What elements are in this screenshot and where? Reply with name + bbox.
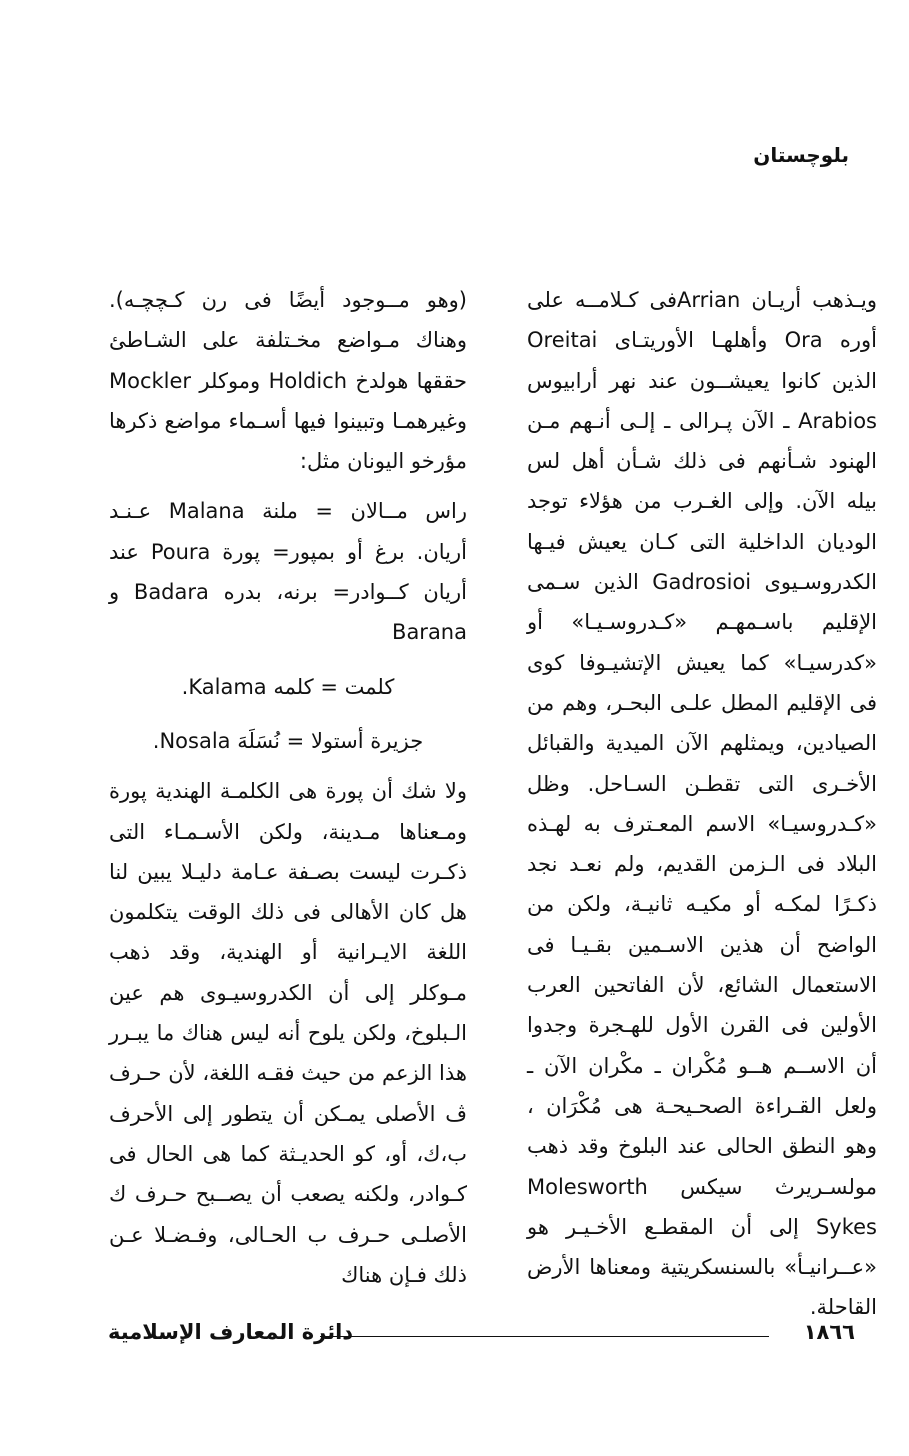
right-text-column xyxy=(527,280,877,1328)
place-name-line: جزيرة أستولا = نُسَلَهَ Nosala. xyxy=(152,728,424,753)
place-name-line: كلمت = كلمه Kalama. xyxy=(181,674,395,699)
place-names-paragraph: راس مــالان = ملنة Malana عـنـد أريان. برغ أو بمپور= پورة Poura عند أريان كــوادر= برنه، بدره Badara و Barana xyxy=(109,499,467,645)
left-text-column xyxy=(109,280,467,1295)
footer-rule xyxy=(320,1336,769,1337)
page-footer xyxy=(108,1320,855,1350)
publication-title: دائرة المعارف الإسلامية xyxy=(108,1320,354,1344)
running-head: بلوچستان xyxy=(753,143,849,167)
page-number: ١٨٦٦ xyxy=(803,1320,855,1344)
body-paragraph: (وهو مــوجود أيضًا فى رن كـچچـه). وهناك مـواضع مخـتلفة على الشـاطئ حققها هولدخ Holdich وموكلر Mockler وغيرهمـا وتبينوا فيها أسـماء مواضع ذكرها مؤرخو اليونان مثل: xyxy=(109,288,467,474)
body-paragraph: ولا شك أن پورة هى الكلمـة الهندية پورة ومـعناها مـدينة، ولكن الأسـمـاء التى ذكـرت ليست بصـفة عـامة دليـلا يبين لنا هل كان الأهالى فى ذلك الوقت يتكلمون اللغة الايـرانية أو الهندية، وقد ذهب مـوكلر إلى أن الكدروسيـوى هم عين الـبلوخ، ولكن يلوح أنه ليس هناك ما يبـرر هذا الزعم من حيث فقـه اللغة، لأن حـرف ڤ الأصلى يمـكن أن يتطور إلى الأحرف ب،ك، أو، كو الحديـثة كما هى الحال فى كـوادر، ولكنه يصعب أن يصــبح حـرف ك الأصلـى حـرف ب الحـالى، وفـضـلا عـن ذلك فـإن هناك xyxy=(109,779,467,1287)
body-paragraph: ويـذهب أريـان Arrianفى كـلامــه على أوره Ora وأهلهـا الأوريتـاى Oreitai الذين كانوا يعيشــون عند نهر أرابيوس Arabios ـ الآن پـرالى ـ إلـى أنـهم مـن الهنود شـأنهم فى ذلك شـأن أهل لس بيله الآن. وإلى الغـرب من هؤلاء توجد الوديان الداخلية التى كـان يعيش فيـها الكدروسـيوى Gadrosioi الذين سـمى الإقليم باسـمهـم «كـدروسـيـا» أو «كدرسيـا» كما يعيش الإتشيـوفا كوى فى الإقليم المطل علـى البحـر، وهم من الصيادين، ويمثلهم الآن الميدية والقبائل الأخـرى التى تقطـن السـاحل. وظل «كـدروسيـا» الاسم المعـترف به لهـذه البلاد فى الـزمن القديم، ولم نعـد نجد ذكـرًا لمكـه أو مكيـه ثانيـة، ولكن من الواضح أن هذين الاسـمين بقـيـا فى الاستعمال الشائع، لأن الفاتحين العرب الأولين فى القرن الأول للهـجرة وجدوا أن الاســم هــو مُكْران ـ مكْران الآن ـ ولعل القـراءة الصحـيحـة هى مُكْرَان ، وهو النطق الحالى عند البلوخ وقد ذهب مولسـريرث سيكس Molesworth Sykes إلى أن المقطـع الأخـيـر هو «عــرانيـأ» بالسنسكريتية ومعناها الأرض القاحلة. xyxy=(527,288,877,1320)
